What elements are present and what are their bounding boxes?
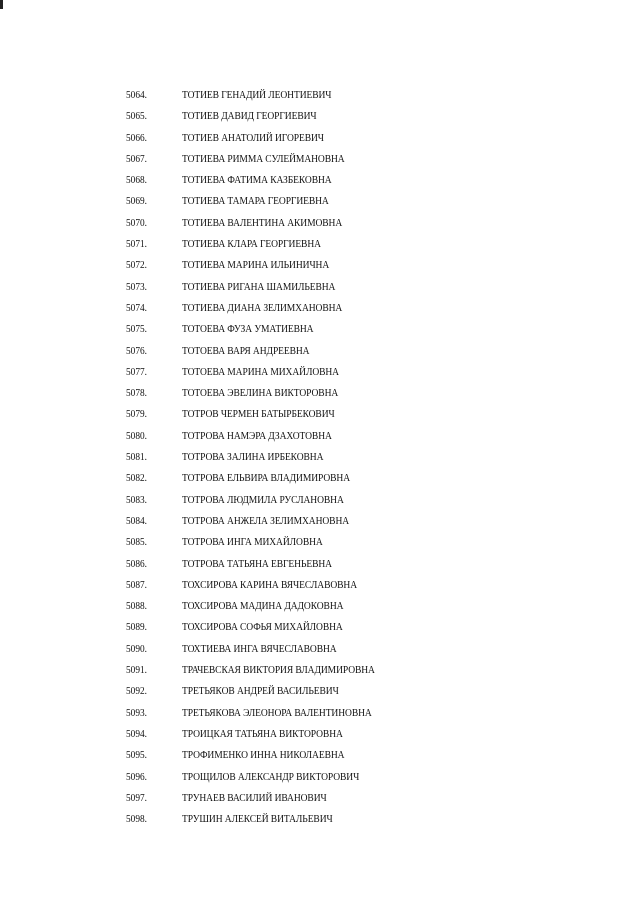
entry-number: 5094. bbox=[126, 728, 147, 740]
list-item bbox=[0, 298, 640, 319]
entry-number: 5090. bbox=[126, 643, 147, 655]
list-item bbox=[0, 404, 640, 425]
list-item bbox=[0, 617, 640, 638]
entry-number: 5078. bbox=[126, 388, 147, 400]
entry-name: ТОТРОВА ЕЛЬВИРА ВЛАДИМИРОВНА bbox=[182, 473, 350, 485]
list-item bbox=[0, 106, 640, 127]
list-item bbox=[0, 85, 640, 106]
entry-name: ТОТРОВА ЗАЛИНА ИРБЕКОВНА bbox=[182, 452, 324, 464]
entry-name: ТРАЧЕВСКАЯ ВИКТОРИЯ ВЛАДИМИРОВНА bbox=[182, 665, 375, 677]
list-item bbox=[0, 745, 640, 766]
list-item bbox=[0, 809, 640, 830]
entry-number: 5080. bbox=[126, 430, 147, 442]
entry-number: 5074. bbox=[126, 302, 147, 314]
entry-number: 5070. bbox=[126, 217, 147, 229]
list-item bbox=[0, 319, 640, 340]
entry-name: ТОТРОВ ЧЕРМЕН БАТЫРБЕКОВИЧ bbox=[182, 409, 335, 421]
entry-number: 5092. bbox=[126, 686, 147, 698]
entry-number: 5084. bbox=[126, 515, 147, 527]
entry-name: ТОТОЕВА ВАРЯ АНДРЕЕВНА bbox=[182, 345, 310, 357]
list-item bbox=[0, 681, 640, 702]
entry-name: ТОХСИРОВА СОФЬЯ МИХАЙЛОВНА bbox=[182, 622, 343, 634]
entry-name: ТОТИЕВА МАРИНА ИЛЬИНИЧНА bbox=[182, 260, 330, 272]
entry-number: 5082. bbox=[126, 473, 147, 485]
entry-name: ТОТРОВА АНЖЕЛА ЗЕЛИМХАНОВНА bbox=[182, 515, 350, 527]
entry-number: 5097. bbox=[126, 792, 147, 804]
entry-number: 5069. bbox=[126, 196, 147, 208]
entry-name: ТОТРОВА ИНГА МИХАЙЛОВНА bbox=[182, 537, 323, 549]
list-item bbox=[0, 447, 640, 468]
entry-name: ТОТОЕВА ЭВЕЛИНА ВИКТОРОВНА bbox=[182, 388, 339, 400]
entry-name: ТРУШИН АЛЕКСЕЙ ВИТАЛЬЕВИЧ bbox=[182, 814, 333, 826]
list-item bbox=[0, 554, 640, 575]
list-item bbox=[0, 341, 640, 362]
list-item bbox=[0, 575, 640, 596]
entry-number: 5079. bbox=[126, 409, 147, 421]
entry-number: 5087. bbox=[126, 579, 147, 591]
list-item bbox=[0, 660, 640, 681]
entry-number: 5075. bbox=[126, 324, 147, 336]
entry-name: ТРУНАЕВ ВАСИЛИЙ ИВАНОВИЧ bbox=[182, 792, 327, 804]
entry-number: 5064. bbox=[126, 90, 147, 101]
entry-name: ТОТИЕВА ДИАНА ЗЕЛИМХАНОВНА bbox=[182, 302, 343, 314]
entry-number: 5086. bbox=[126, 558, 147, 570]
list-item bbox=[0, 128, 640, 149]
list-item bbox=[0, 255, 640, 276]
entry-number: 5071. bbox=[126, 239, 147, 251]
entry-number: 5072. bbox=[126, 260, 147, 272]
entry-number: 5081. bbox=[126, 452, 147, 464]
entry-number: 5085. bbox=[126, 537, 147, 549]
entry-number: 5091. bbox=[126, 665, 147, 677]
name-list bbox=[0, 85, 640, 830]
entry-name: ТОТИЕВА ФАТИМА КАЗБЕКОВНА bbox=[182, 175, 332, 187]
list-item bbox=[0, 511, 640, 532]
entry-name: ТРЕТЬЯКОВА ЭЛЕОНОРА ВАЛЕНТИНОВНА bbox=[182, 707, 372, 719]
entry-name: ТОТРОВА ТАТЬЯНА ЕВГЕНЬЕВНА bbox=[182, 558, 332, 570]
entry-name: ТРОФИМЕНКО ИННА НИКОЛАЕВНА bbox=[182, 750, 345, 762]
list-item bbox=[0, 149, 640, 170]
entry-number: 5073. bbox=[126, 281, 147, 293]
list-item bbox=[0, 532, 640, 553]
entry-number: 5077. bbox=[126, 366, 147, 378]
entry-number: 5065. bbox=[126, 111, 147, 123]
list-item bbox=[0, 490, 640, 511]
entry-name: ТРОИЦКАЯ ТАТЬЯНА ВИКТОРОВНА bbox=[182, 728, 343, 740]
entry-name: ТОХТИЕВА ИНГА ВЯЧЕСЛАВОВНА bbox=[182, 643, 337, 655]
list-item bbox=[0, 213, 640, 234]
entry-name: ТОТИЕВ АНАТОЛИЙ ИГОРЕВИЧ bbox=[182, 132, 324, 144]
entry-name: ТОТИЕВА РИММА СУЛЕЙМАНОВНА bbox=[182, 153, 345, 165]
entry-name: ТРОЩИЛОВ АЛЕКСАНДР ВИКТОРОВИЧ bbox=[182, 771, 360, 783]
list-item bbox=[0, 468, 640, 489]
list-item bbox=[0, 788, 640, 809]
entry-name: ТОТИЕВА КЛАРА ГЕОРГИЕВНА bbox=[182, 239, 321, 251]
entry-name: ТОТОЕВА МАРИНА МИХАЙЛОВНА bbox=[182, 366, 339, 378]
entry-number: 5076. bbox=[126, 345, 147, 357]
list-item bbox=[0, 596, 640, 617]
entry-name: ТОТРОВА НАМЭРА ДЗАХОТОВНА bbox=[182, 430, 332, 442]
entry-name: ТОТИЕВ ДАВИД ГЕОРГИЕВИЧ bbox=[182, 111, 317, 123]
entry-name: ТОТИЕВ ГЕНАДИЙ ЛЕОНТИЕВИЧ bbox=[182, 90, 332, 101]
list-item bbox=[0, 191, 640, 212]
list-item bbox=[0, 234, 640, 255]
entry-name: ТОТИЕВА ВАЛЕНТИНА АКИМОВНА bbox=[182, 217, 343, 229]
entry-number: 5068. bbox=[126, 175, 147, 187]
entry-number: 5098. bbox=[126, 814, 147, 826]
entry-name: ТОТОЕВА ФУЗА УМАТИЕВНА bbox=[182, 324, 314, 336]
entry-number: 5083. bbox=[126, 494, 147, 506]
list-item bbox=[0, 383, 640, 404]
list-item bbox=[0, 724, 640, 745]
entry-number: 5088. bbox=[126, 601, 147, 613]
list-item bbox=[0, 170, 640, 191]
entry-name: ТОТРОВА ЛЮДМИЛА РУСЛАНОВНА bbox=[182, 494, 344, 506]
entry-name: ТОХСИРОВА КАРИНА ВЯЧЕСЛАВОВНА bbox=[182, 579, 358, 591]
list-item bbox=[0, 767, 640, 788]
list-item bbox=[0, 703, 640, 724]
entry-number: 5095. bbox=[126, 750, 147, 762]
list-item bbox=[0, 362, 640, 383]
list-item bbox=[0, 277, 640, 298]
entry-number: 5066. bbox=[126, 132, 147, 144]
scan-edge-mark bbox=[0, 0, 3, 9]
list-item bbox=[0, 639, 640, 660]
entry-name: ТРЕТЬЯКОВ АНДРЕЙ ВАСИЛЬЕВИЧ bbox=[182, 686, 339, 698]
entry-number: 5089. bbox=[126, 622, 147, 634]
entry-name: ТОТИЕВА ТАМАРА ГЕОРГИЕВНА bbox=[182, 196, 329, 208]
list-item bbox=[0, 426, 640, 447]
entry-name: ТОТИЕВА РИГАНА ШАМИЛЬЕВНА bbox=[182, 281, 336, 293]
entry-name: ТОХСИРОВА МАДИНА ДАДОКОВНА bbox=[182, 601, 344, 613]
entry-number: 5093. bbox=[126, 707, 147, 719]
entry-number: 5096. bbox=[126, 771, 147, 783]
entry-number: 5067. bbox=[126, 153, 147, 165]
